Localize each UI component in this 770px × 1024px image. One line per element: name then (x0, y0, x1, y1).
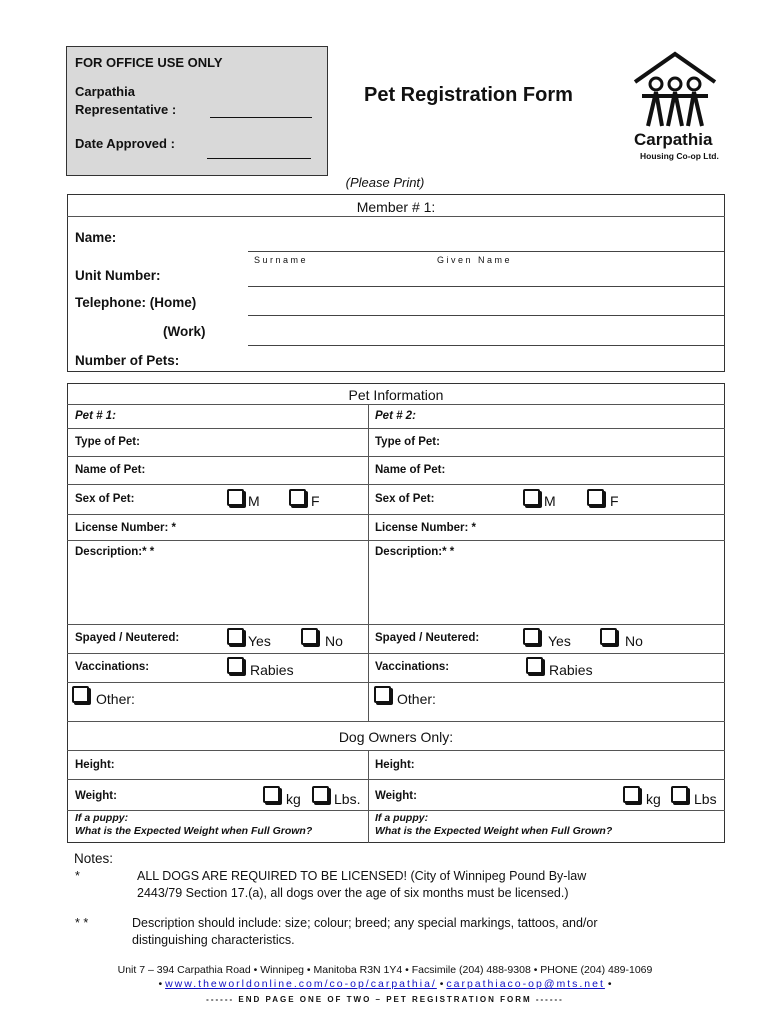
pet1-male-checkbox[interactable] (227, 489, 244, 506)
rep-label-1: Carpathia (75, 84, 135, 99)
divider (368, 750, 369, 843)
carpathia-logo-icon (630, 50, 720, 130)
office-use-box (66, 46, 328, 176)
pet2-other-checkbox[interactable] (374, 686, 391, 703)
pet2-spayed-no-label: No (625, 633, 643, 649)
member-header: Member # 1: (356, 199, 436, 215)
dog1-kg-label: kg (286, 791, 301, 807)
pet2-name-label: Name of Pet: (375, 464, 446, 476)
note1-marker: * (75, 869, 80, 883)
name-label: Name: (75, 230, 117, 245)
pet2-license-label: License Number: * (375, 522, 476, 534)
divider (67, 428, 725, 429)
divider (67, 484, 725, 485)
dog2-kg-label: kg (646, 791, 661, 807)
pet2-type-label: Type of Pet: (375, 436, 440, 448)
pet2-female-label: F (610, 493, 619, 509)
dog1-weight-label: Weight: (75, 790, 117, 802)
member-header-divider (67, 216, 725, 217)
unit-number-label: Unit Number: (75, 268, 161, 283)
pet-section (67, 383, 725, 843)
dog1-kg-checkbox[interactable] (263, 786, 280, 803)
divider (67, 540, 725, 541)
divider (368, 404, 369, 721)
pet-info-header: Pet Information (348, 387, 444, 403)
dog-owners-header: Dog Owners Only: (338, 729, 454, 745)
pet1-male-label: M (248, 493, 260, 509)
unit-number-field[interactable] (248, 286, 724, 287)
note1-line1: ALL DOGS ARE REQUIRED TO BE LICENSED! (City of Winnipeg Pound By-law (137, 869, 587, 883)
pet1-sex-label: Sex of Pet: (75, 493, 135, 505)
dog1-height-label: Height: (75, 759, 115, 771)
pet2-spayed-no-checkbox[interactable] (600, 628, 617, 645)
divider (67, 653, 725, 654)
pet1-name-label: Name of Pet: (75, 464, 146, 476)
dog1-lbs-checkbox[interactable] (312, 786, 329, 803)
pet1-rabies-label: Rabies (250, 662, 294, 678)
dog2-puppy-question: What is the Expected Weight when Full Grown? (375, 825, 613, 837)
telephone-home-field[interactable] (248, 315, 724, 316)
divider (67, 456, 725, 457)
rep-label-2: Representative : (75, 102, 177, 117)
note2-line2: distinguishing characteristics. (132, 933, 295, 947)
dog1-lbs-label: Lbs. (334, 791, 361, 807)
dog1-puppy-label: If a puppy: (75, 812, 129, 824)
pet1-other-label: Other: (96, 691, 135, 707)
logo-name: Carpathia (634, 130, 713, 149)
number-of-pets-label: Number of Pets: (75, 353, 180, 368)
divider (67, 514, 725, 515)
divider (67, 682, 725, 683)
pet1-other-checkbox[interactable] (72, 686, 89, 703)
note1-line2: 2443/79 Section 17.(a), all dogs over the age of six months must be licensed.) (137, 886, 569, 900)
dog2-puppy-label: If a puppy: (375, 812, 429, 824)
pet2-male-checkbox[interactable] (523, 489, 540, 506)
divider (67, 810, 725, 811)
footer-links: • www.theworldonline.com/co-op/carpathia/ • carpathiaco-op@mts.net • (158, 978, 612, 990)
date-approved-field[interactable] (207, 158, 311, 159)
note2-marker: * * (75, 916, 89, 930)
pet2-spayed-label: Spayed / Neutered: (375, 632, 480, 644)
pet1-spayed-yes-label: Yes (248, 633, 271, 649)
dog2-weight-label: Weight: (375, 790, 417, 802)
pet2-description-label: Description:* * (375, 546, 455, 558)
website-link[interactable]: www.theworldonline.com/co-op/carpathia/ (165, 978, 437, 990)
pet1-spayed-no-checkbox[interactable] (301, 628, 318, 645)
page-title: Pet Registration Form (364, 84, 573, 106)
pet1-female-checkbox[interactable] (289, 489, 306, 506)
please-print: (Please Print) (345, 175, 425, 190)
date-approved-label: Date Approved : (75, 136, 175, 151)
pet2-rabies-checkbox[interactable] (526, 657, 543, 674)
pet2-spayed-yes-checkbox[interactable] (523, 628, 540, 645)
note2-line1: Description should include: size; colour; breed; any special markings, tattoos, and/or (132, 916, 598, 930)
pet1-female-label: F (311, 493, 320, 509)
pet1-spayed-no-label: No (325, 633, 343, 649)
pet2-female-checkbox[interactable] (587, 489, 604, 506)
surname-caption: Surname (254, 255, 309, 265)
pet2-rabies-label: Rabies (549, 662, 593, 678)
telephone-work-label: (Work) (163, 324, 206, 339)
notes-heading: Notes: (74, 851, 114, 866)
pet2-spayed-yes-label: Yes (548, 633, 571, 649)
divider (67, 404, 725, 405)
email-link[interactable]: carpathiaco-op@mts.net (446, 978, 605, 990)
dog2-lbs-label: Lbs (694, 791, 717, 807)
dog1-puppy-question: What is the Expected Weight when Full Grown? (75, 825, 313, 837)
telephone-home-label: Telephone: (Home) (75, 295, 197, 310)
footer-address: Unit 7 – 394 Carpathia Road • Winnipeg • Manitoba R3N 1Y4 • Facsimile (204) 488-9308 • PHONE (204) 489-1069 (117, 964, 653, 976)
rep-field[interactable] (210, 117, 312, 118)
pet2-male-label: M (544, 493, 556, 509)
pet1-heading: Pet # 1: (75, 410, 116, 422)
pet2-sex-label: Sex of Pet: (375, 493, 435, 505)
pet1-spayed-label: Spayed / Neutered: (75, 632, 180, 644)
divider (67, 624, 725, 625)
dog2-lbs-checkbox[interactable] (671, 786, 688, 803)
pet1-description-label: Description:* * (75, 546, 155, 558)
divider (67, 779, 725, 780)
divider (67, 721, 725, 722)
pet1-type-label: Type of Pet: (75, 436, 140, 448)
pet1-license-label: License Number: * (75, 522, 176, 534)
telephone-work-field[interactable] (248, 345, 724, 346)
pet2-vaccinations-label: Vaccinations: (375, 661, 450, 673)
pet1-rabies-checkbox[interactable] (227, 657, 244, 674)
name-field[interactable] (248, 251, 724, 252)
office-heading: FOR OFFICE USE ONLY (75, 55, 223, 70)
logo-subtitle: Housing Co-op Ltd. (640, 151, 719, 161)
pet2-other-label: Other: (397, 691, 436, 707)
footer-end-note: ------ END PAGE ONE OF TWO – PET REGISTRATION FORM ------ (206, 995, 564, 1004)
pet1-vaccinations-label: Vaccinations: (75, 661, 150, 673)
pet2-heading: Pet # 2: (375, 410, 416, 422)
pet1-spayed-yes-checkbox[interactable] (227, 628, 244, 645)
divider (67, 750, 725, 751)
dog2-height-label: Height: (375, 759, 415, 771)
dog2-kg-checkbox[interactable] (623, 786, 640, 803)
given-name-caption: Given Name (437, 255, 513, 265)
